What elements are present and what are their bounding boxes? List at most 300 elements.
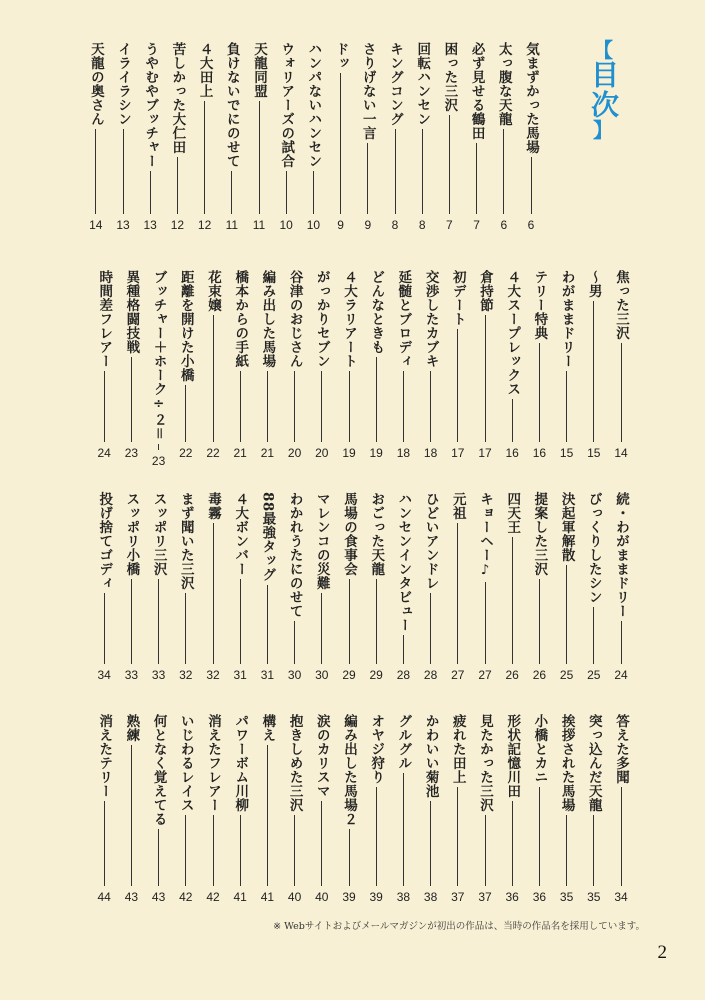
toc-entry-title: 困った三沢 [441, 42, 458, 112]
toc-leader-line [621, 787, 622, 886]
toc-entry-page: 34 [614, 890, 628, 904]
toc-entry-title: どんなときも [368, 270, 385, 354]
toc-entry-title: 太っ腹な天龍 [495, 42, 512, 126]
toc-entry[interactable] [392, 270, 414, 460]
toc-entry-title: 馬場の食事会 [341, 492, 357, 576]
toc-entry-title: 構え [259, 714, 276, 742]
toc-entry-title: びっくりしたシン [585, 492, 602, 604]
toc-entry-title: 抱きしめた三沢 [286, 714, 303, 812]
toc-entry-title: 元祖 [449, 492, 466, 520]
toc-entry-page: 34 [97, 668, 111, 682]
toc-leader-line [430, 593, 431, 664]
toc-entry[interactable] [420, 714, 442, 904]
toc-entry-title: 初デート [449, 270, 466, 326]
toc-entry-page: 8 [418, 218, 426, 232]
toc-entry-page: 42 [179, 890, 193, 904]
toc-leader-line [131, 357, 132, 442]
toc-entry[interactable] [148, 270, 170, 468]
toc-leader-line [321, 801, 322, 886]
toc-leader-line [485, 582, 486, 665]
toc-entry-page: 25 [587, 668, 601, 682]
toc-entry[interactable] [338, 492, 360, 682]
toc-leader-line [158, 579, 159, 664]
toc-entry[interactable] [284, 714, 306, 904]
toc-leader-line [177, 157, 178, 214]
toc-leader-line [422, 129, 423, 214]
toc-entry[interactable] [229, 492, 251, 682]
toc-entry-title: 突っ込んだ天龍 [585, 714, 602, 812]
toc-leader-line [593, 301, 594, 442]
toc-entry[interactable] [229, 714, 251, 904]
toc-leader-line [286, 171, 287, 214]
toc-entry-page: 7 [446, 218, 453, 232]
toc-entry-title: オヤジ狩り [368, 714, 385, 784]
toc-entry[interactable] [357, 42, 379, 232]
toc-entry[interactable] [501, 270, 523, 460]
toc-leader-line [539, 343, 540, 442]
toc-block-2 [90, 270, 632, 468]
toc-leader-line [267, 745, 268, 886]
footnote: ※ Webサイトおよびメールマガジンが初出の作品は、当時の作品名を採用しています。 [273, 921, 645, 932]
toc-entry[interactable] [221, 42, 243, 232]
toc-entry-page: 41 [260, 890, 275, 904]
toc-entry-title: わかれうたにのせて [286, 492, 303, 618]
toc-entry-page: 22 [206, 446, 220, 460]
toc-entry-title: 投げ捨てゴディ [96, 492, 113, 590]
toc-entry-page: 33 [151, 668, 166, 682]
toc-entry[interactable] [474, 714, 496, 904]
toc-leader-line [349, 371, 350, 442]
toc-leader-line [539, 579, 540, 664]
toc-leader-line [294, 815, 295, 886]
toc-leader-line [321, 371, 322, 442]
toc-leader-line [485, 315, 486, 442]
toc-entry-page: 26 [532, 668, 547, 682]
toc-entry[interactable] [256, 270, 278, 460]
toc-leader-line [485, 815, 486, 886]
toc-entry-title: 回転ハンセン [414, 42, 431, 126]
toc-heading-bracket-close: 】 [593, 118, 613, 142]
toc-leader-line [104, 371, 105, 442]
toc-entry[interactable] [583, 270, 605, 460]
toc-entry-page: 22 [179, 446, 193, 460]
toc-entry-page: 27 [478, 668, 492, 682]
toc-entry[interactable] [166, 42, 188, 232]
toc-entry-title: ハンセンインタビュー [395, 492, 412, 632]
toc-leader-line [512, 801, 513, 886]
toc-entry-page: 26 [505, 668, 519, 682]
toc-entry[interactable] [302, 42, 324, 232]
toc-entry[interactable] [85, 42, 107, 232]
toc-entry-page: 30 [287, 668, 302, 682]
toc-entry-title: 負けないでにのせて [223, 42, 240, 168]
toc-entry[interactable] [420, 270, 442, 460]
toc-entry[interactable] [120, 492, 142, 682]
toc-leader-line [403, 635, 404, 664]
toc-entry-title: 消えたテリー [96, 714, 113, 798]
toc-entry[interactable] [338, 270, 360, 460]
toc-entry[interactable] [610, 714, 632, 904]
toc-entry-title: 必ず見せる鶴田 [468, 42, 485, 140]
toc-entry-page: 43 [151, 890, 166, 904]
toc-entry-page: 39 [369, 890, 383, 904]
toc-leader-line [593, 607, 594, 664]
toc-entry-title: 編み出した馬場 [259, 270, 276, 368]
toc-entry[interactable] [610, 492, 632, 682]
toc-entry[interactable] [474, 270, 496, 460]
toc-entry-title: わがままドリー [558, 270, 575, 368]
toc-entry-title: 消えたフレアー [205, 714, 221, 812]
toc-entry[interactable] [175, 714, 197, 904]
toc-entry-title: 見たかった三沢 [477, 714, 493, 812]
toc-entry-page: 24 [614, 668, 628, 682]
toc-entry-title: キョーヘー♪ [477, 492, 493, 579]
toc-entry-page: 12 [170, 218, 185, 232]
toc-entry[interactable] [148, 714, 170, 904]
toc-entry-title: 熟練 [123, 714, 140, 742]
toc-entry[interactable] [493, 42, 515, 232]
toc-entry-title: 谷津のおじさん [286, 270, 303, 368]
toc-entry-page: 36 [532, 890, 547, 904]
toc-entry-page: 28 [396, 668, 411, 682]
toc-leader-line [321, 593, 322, 664]
toc-entry-title: テリー特典 [531, 270, 548, 340]
toc-entry-page: 40 [287, 890, 302, 904]
toc-entry[interactable] [93, 492, 115, 682]
toc-entry-title: いじわるレイス [177, 714, 194, 812]
toc-entry-title: 距離を開けた小橋 [177, 270, 194, 382]
toc-entry-title: スッポリ三沢 [150, 492, 167, 576]
toc-leader-line [213, 315, 214, 442]
toc-entry[interactable] [528, 714, 550, 904]
toc-leader-line [185, 593, 186, 664]
toc-entry-page: 11 [225, 218, 239, 232]
toc-entry[interactable] [284, 270, 306, 460]
toc-entry[interactable] [175, 270, 197, 460]
toc-entry[interactable] [556, 270, 578, 460]
toc-leader-line [240, 371, 241, 442]
toc-entry-title: 88最強タッグ [259, 492, 276, 582]
toc-leader-line [104, 593, 105, 664]
toc-entry-page: 33 [124, 668, 139, 682]
toc-entry-title: 何となく覚えてる [150, 714, 167, 826]
toc-entry-page: 44 [97, 890, 111, 904]
toc-entry[interactable] [420, 492, 442, 682]
toc-leader-line [213, 815, 214, 886]
toc-entry-page: 6 [527, 218, 535, 232]
toc-leader-line [104, 801, 105, 886]
toc-entry-page: 10 [279, 218, 293, 232]
toc-entry[interactable] [392, 714, 414, 904]
toc-entry-page: 29 [369, 668, 383, 682]
toc-entry[interactable] [248, 42, 270, 232]
toc-entry-page: 19 [342, 446, 356, 460]
toc-entry[interactable] [384, 42, 406, 232]
toc-entry-title: 異種格闘技戦 [123, 270, 140, 354]
toc-block-1 [87, 42, 542, 232]
toc-entry[interactable] [583, 714, 605, 904]
toc-entry-title: 倉持節 [477, 270, 493, 312]
toc-leader-line [457, 787, 458, 886]
toc-leader-line [294, 371, 295, 442]
toc-entry-title: かわいい菊池 [422, 714, 439, 798]
toc-entry-page: 14 [614, 446, 628, 460]
toc-leader-line [566, 371, 567, 442]
toc-heading-text: 目次 [587, 60, 620, 120]
toc-leader-line [457, 329, 458, 442]
toc-leader-line [367, 143, 368, 214]
toc-leader-line [158, 444, 159, 450]
toc-entry[interactable] [556, 714, 578, 904]
toc-entry-page: 9 [364, 218, 372, 232]
toc-entry-title: おごった天龍 [368, 492, 385, 576]
toc-entry[interactable] [338, 714, 360, 904]
toc-entry-page: 23 [151, 453, 166, 468]
toc-entry-page: 42 [206, 890, 220, 904]
toc-entry-title: スッポリ小橋 [123, 492, 140, 576]
toc-leader-line [231, 171, 232, 214]
toc-entry-page: 38 [423, 890, 438, 904]
toc-entry[interactable] [411, 42, 433, 232]
toc-entry-title: 焦った三沢 [613, 270, 629, 340]
toc-entry-page: 16 [532, 446, 547, 460]
toc-entry[interactable] [501, 492, 523, 682]
toc-leader-line [403, 773, 404, 886]
toc-entry[interactable] [284, 492, 306, 682]
toc-entry-title: まず聞いた三沢 [177, 492, 194, 590]
toc-leader-line [512, 399, 513, 442]
toc-leader-line [376, 579, 377, 664]
toc-entry-page: 30 [315, 668, 329, 682]
toc-entry-title: さりげない一言 [359, 42, 376, 140]
toc-leader-line [131, 579, 132, 664]
toc-entry[interactable] [202, 492, 224, 682]
toc-entry-page: 21 [260, 446, 275, 460]
toc-entry[interactable] [93, 270, 115, 460]
toc-entry-title: 苦しかった大仁田 [169, 42, 186, 154]
toc-entry-page: 17 [478, 446, 492, 460]
toc-entry-page: 23 [124, 446, 139, 460]
toc-entry-page: 29 [342, 668, 356, 682]
page-number: 2 [657, 942, 667, 963]
toc-entry-title: 続・わがままドリー [613, 492, 629, 618]
toc-leader-line [457, 523, 458, 664]
toc-entry-page: 19 [369, 446, 383, 460]
toc-entry-title: 形状記憶川田 [504, 714, 521, 798]
toc-leader-line [566, 815, 567, 886]
toc-entry[interactable] [275, 42, 297, 232]
toc-entry-page: 17 [451, 446, 465, 460]
toc-entry-title: マレンコの災難 [313, 492, 330, 590]
toc-entry-page: 18 [423, 446, 438, 460]
toc-leader-line [131, 745, 132, 886]
toc-leader-line [267, 585, 268, 664]
toc-entry-title: ４大ボンバー [232, 492, 249, 576]
toc-entry[interactable] [256, 492, 278, 682]
toc-entry-title: イライラシン [115, 42, 131, 126]
toc-entry-page: 31 [233, 668, 247, 682]
toc-entry-page: 35 [559, 890, 574, 904]
toc-entry-title: 挨拶された馬場 [558, 714, 575, 812]
toc-entry-title: ４大田上 [196, 42, 213, 98]
toc-entry-title: 提案した三沢 [531, 492, 548, 576]
toc-heading [586, 38, 620, 142]
toc-leader-line [593, 815, 594, 886]
toc-entry[interactable] [256, 714, 278, 904]
toc-entry-title: 決起軍解散 [558, 492, 575, 562]
toc-entry[interactable] [583, 492, 605, 682]
toc-entry[interactable] [311, 492, 333, 682]
toc-entry[interactable] [112, 42, 134, 232]
toc-leader-line [621, 621, 622, 664]
toc-entry[interactable] [202, 270, 224, 460]
toc-entry[interactable] [175, 492, 197, 682]
toc-entry[interactable] [466, 42, 488, 232]
toc-leader-line [621, 343, 622, 442]
toc-entry[interactable] [139, 42, 161, 232]
toc-entry-title: 小橋とカニ [531, 714, 548, 784]
toc-entry[interactable] [528, 492, 550, 682]
toc-entry[interactable] [365, 714, 387, 904]
toc-entry-page: 37 [478, 890, 492, 904]
toc-entry-page: 35 [587, 890, 601, 904]
toc-entry[interactable] [520, 42, 542, 232]
toc-leader-line [158, 829, 159, 886]
toc-leader-line [531, 157, 532, 214]
toc-entry[interactable] [528, 270, 550, 460]
toc-entry[interactable] [194, 42, 216, 232]
toc-entry[interactable] [120, 270, 142, 460]
toc-entry-title: 涙のカリスマ [313, 714, 330, 798]
toc-leader-line [185, 385, 186, 442]
toc-entry-page: 37 [451, 890, 465, 904]
toc-entry-page: 40 [315, 890, 329, 904]
toc-entry-title: 毒霧 [205, 492, 221, 520]
toc-entry-page: 20 [315, 446, 329, 460]
toc-block-3 [90, 492, 632, 682]
toc-entry-page: 18 [396, 446, 411, 460]
toc-entry[interactable] [438, 42, 460, 232]
toc-entry-title: 交渉したカブキ [422, 270, 439, 368]
toc-entry-page: 32 [206, 668, 220, 682]
toc-leader-line [476, 143, 477, 214]
toc-entry-title: 編み出した馬場２ [341, 714, 357, 826]
toc-leader-line [294, 621, 295, 664]
toc-entry[interactable] [202, 714, 224, 904]
toc-entry[interactable] [447, 714, 469, 904]
toc-entry-page: 38 [396, 890, 411, 904]
toc-entry[interactable] [120, 714, 142, 904]
toc-leader-line [376, 357, 377, 442]
toc-leader-line [403, 371, 404, 442]
toc-leader-line [150, 171, 151, 214]
toc-leader-line [503, 129, 504, 214]
toc-entry[interactable] [447, 492, 469, 682]
toc-leader-line [430, 371, 431, 442]
toc-entry-title: ハンパないハンセン [305, 42, 322, 168]
toc-block-4 [90, 714, 632, 904]
toc-entry[interactable] [365, 270, 387, 460]
toc-leader-line [395, 129, 396, 214]
toc-entry-page: 39 [342, 890, 356, 904]
toc-entry-page: 8 [391, 218, 399, 232]
toc-entry[interactable] [447, 270, 469, 460]
toc-entry-title: 気まずかった馬場 [523, 42, 539, 154]
toc-leader-line [340, 73, 341, 214]
toc-entry-title: グルグル [395, 714, 412, 770]
toc-entry[interactable] [311, 270, 333, 460]
toc-entry-page: 14 [89, 218, 103, 232]
toc-entry-title: うやむやブッチャー [142, 42, 159, 168]
toc-entry-page: 10 [306, 218, 321, 232]
toc-entry-title: 橋本からの手紙 [232, 270, 249, 368]
toc-entry[interactable] [610, 270, 632, 460]
toc-leader-line [259, 101, 260, 214]
toc-entry-page: 13 [143, 218, 157, 232]
toc-entry-title: ４大スープレックス [504, 270, 521, 396]
toc-entry-page: 43 [124, 890, 139, 904]
toc-leader-line [449, 115, 450, 214]
toc-leader-line [539, 787, 540, 886]
toc-leader-line [240, 815, 241, 886]
toc-leader-line [512, 537, 513, 664]
toc-entry[interactable] [311, 714, 333, 904]
toc-entry-page: 11 [252, 218, 266, 232]
toc-entry-title: がっかりセブン [313, 270, 330, 368]
toc-entry[interactable] [93, 714, 115, 904]
toc-entry-title: パワーボム川柳 [232, 714, 249, 812]
toc-leader-line [313, 171, 314, 214]
toc-leader-line [95, 129, 96, 214]
toc-entry-page: 6 [500, 218, 508, 232]
toc-entry[interactable] [392, 492, 414, 682]
toc-entry-page: 36 [505, 890, 519, 904]
toc-entry-title: 天龍同盟 [251, 42, 267, 98]
toc-entry[interactable] [229, 270, 251, 460]
toc-entry-title: ドッ [332, 42, 349, 70]
toc-leader-line [123, 129, 124, 214]
toc-entry-page: 31 [260, 668, 275, 682]
toc-leader-line [349, 829, 350, 886]
toc-leader-line [204, 101, 205, 214]
toc-entry-page: 7 [473, 218, 480, 232]
toc-entry-page: 41 [233, 890, 247, 904]
toc-entry-page: 25 [559, 668, 574, 682]
toc-leader-line [240, 579, 241, 664]
toc-entry-page: 12 [197, 218, 212, 232]
toc-leader-line [430, 801, 431, 886]
toc-entry-page: 9 [337, 218, 344, 232]
toc-entry-title: 疲れた田上 [449, 714, 466, 784]
toc-leader-line [213, 523, 214, 664]
toc-entry-page: 24 [97, 446, 111, 460]
toc-entry[interactable] [365, 492, 387, 682]
toc-entry-page: 27 [451, 668, 465, 682]
toc-entry-title: 花束嬢 [205, 270, 221, 312]
toc-entry-title: ブッチャー＋ホーク÷２＝ [150, 270, 167, 441]
toc-entry[interactable] [556, 492, 578, 682]
toc-entry-page: 28 [423, 668, 438, 682]
toc-entry-page: 20 [287, 446, 302, 460]
toc-entry-page: 13 [116, 218, 130, 232]
toc-entry-title: ひどいアンドレ [422, 492, 439, 590]
toc-entry[interactable] [501, 714, 523, 904]
toc-entry[interactable] [148, 492, 170, 682]
toc-leader-line [185, 815, 186, 886]
toc-leader-line [349, 579, 350, 664]
toc-entry[interactable] [330, 42, 352, 232]
toc-entry[interactable] [474, 492, 496, 682]
